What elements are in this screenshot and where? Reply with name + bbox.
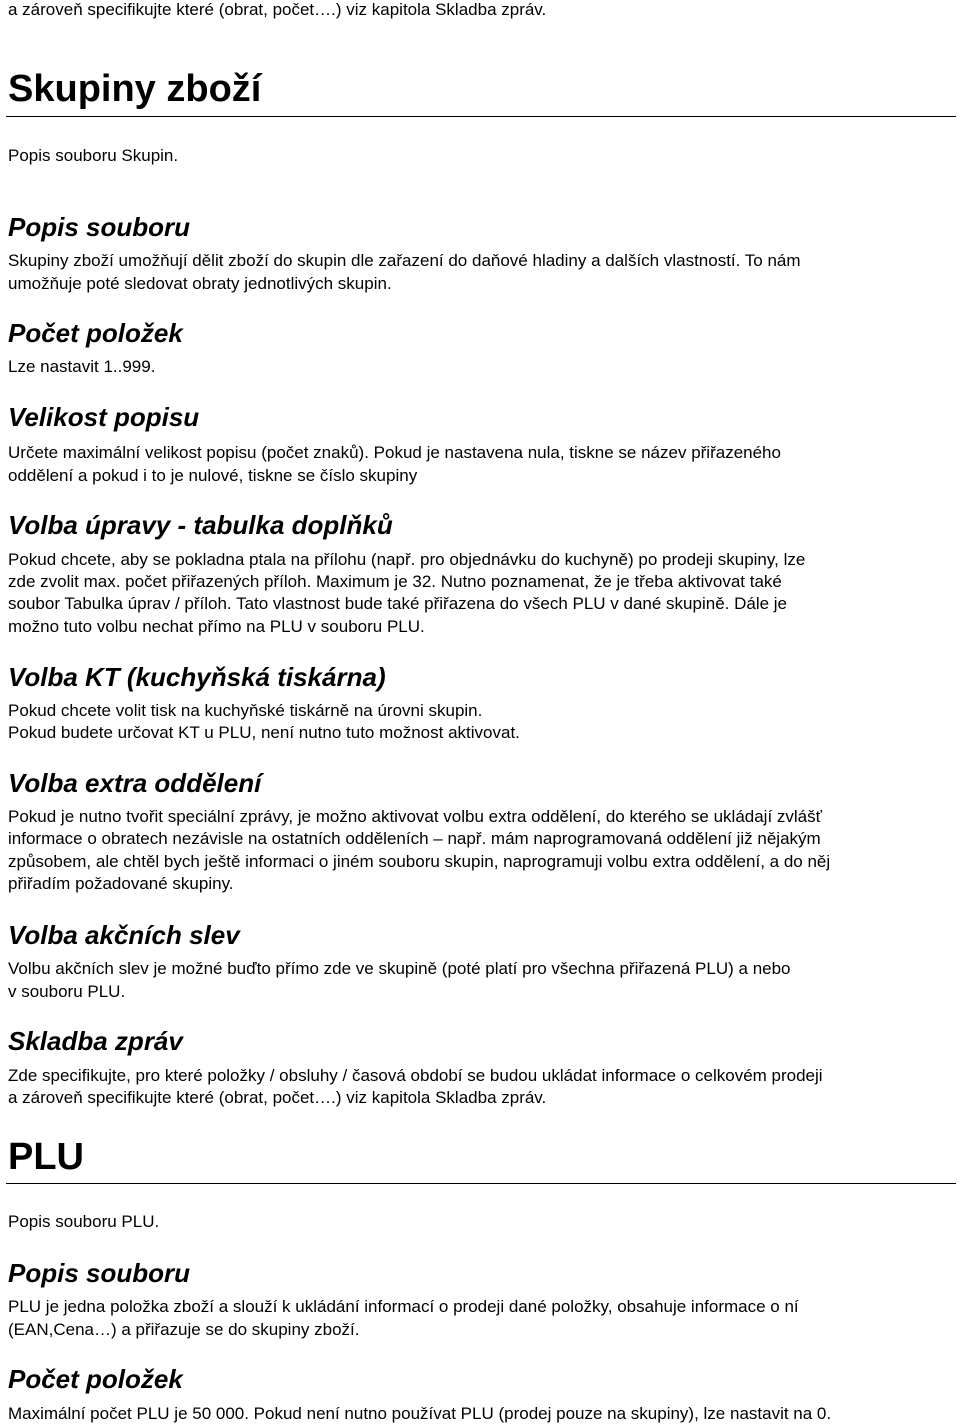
heading-volba-akcnich-slev: Volba akčních slev <box>8 920 240 950</box>
section-title-skupiny-zbozi: Skupiny zboží <box>8 68 262 110</box>
heading-volba-kt: Volba KT (kuchyňská tiskárna) <box>8 662 386 692</box>
heading-skladba-zprav: Skladba zpráv <box>8 1026 183 1056</box>
paragraph-line: způsobem, ale chtěl bych ještě informaci o jiném souboru skupin, naprogramuji volbu extra oddělení, a do něj <box>8 852 831 871</box>
paragraph-line: (EAN,Cena…) a přiřazuje se do skupiny zboží. <box>8 1320 360 1339</box>
intro-text: a zároveň specifikujte které (obrat, počet….) viz kapitola Skladba zpráv. <box>8 0 547 19</box>
paragraph-line: a zároveň specifikujte které (obrat, počet….) viz kapitola Skladba zpráv. <box>8 1088 547 1107</box>
heading-popis-souboru: Popis souboru <box>8 212 190 242</box>
heading-popis-souboru: Popis souboru <box>8 1258 190 1288</box>
paragraph-line: Zde specifikujte, pro které položky / obsluhy / časová období se budou ukládat informace o celkovém prodeji <box>8 1066 823 1085</box>
section-subtitle: Popis souboru Skupin. <box>8 146 179 165</box>
heading-volba-upravy: Volba úpravy - tabulka doplňků <box>8 510 393 540</box>
paragraph-line: přiřadím požadované skupiny. <box>8 874 234 893</box>
paragraph-line: zde zvolit max. počet přiřazených příloh. Maximum je 32. Nutno poznamenat, že je třeba aktivovat také <box>8 572 782 591</box>
paragraph-line: informace o obratech nezávisle na ostatních odděleních – např. mám naprogramovaná oddělení již nějakým <box>8 829 821 848</box>
section-subtitle: Popis souboru PLU. <box>8 1212 160 1231</box>
heading-pocet-polozek: Počet položek <box>8 1364 183 1394</box>
paragraph-line: Skupiny zboží umožňují dělit zboží do skupin dle zařazení do daňové hladiny a dalších vlastností. To nám <box>8 251 801 270</box>
title-underline <box>6 116 956 117</box>
paragraph-line: v souboru PLU. <box>8 982 126 1001</box>
paragraph-line: umožňuje poté sledovat obraty jednotlivých skupin. <box>8 274 392 293</box>
paragraph-line: Maximální počet PLU je 50 000. Pokud není nutno používat PLU (prodej pouze na skupiny), lze nastavit na 0. <box>8 1404 832 1423</box>
paragraph-line: Pokud chcete volit tisk na kuchyňské tiskárně na úrovni skupin. <box>8 701 483 720</box>
paragraph-line: Pokud chcete, aby se pokladna ptala na přílohu (např. pro objednávku do kuchyně) po prodeji skupiny, lze <box>8 550 806 569</box>
paragraph-line: Určete maximální velikost popisu (počet znaků). Pokud je nastavena nula, tiskne se název přiřazeného <box>8 443 781 462</box>
paragraph-line: oddělení a pokud i to je nulové, tiskne se číslo skupiny <box>8 466 418 485</box>
heading-velikost-popisu: Velikost popisu <box>8 402 200 432</box>
heading-volba-extra-oddeleni: Volba extra oddělení <box>8 768 262 798</box>
heading-pocet-polozek: Počet položek <box>8 318 183 348</box>
paragraph-line: Pokud budete určovat KT u PLU, není nutno tuto možnost aktivovat. <box>8 723 520 742</box>
paragraph-line: možno tuto volbu nechat přímo na PLU v souboru PLU. <box>8 617 425 636</box>
paragraph-line: Lze nastavit 1..999. <box>8 357 156 376</box>
section-title-plu: PLU <box>8 1136 84 1178</box>
paragraph-line: PLU je jedna položka zboží a slouží k ukládání informací o prodeji dané položky, obsahuje informace o ní <box>8 1297 799 1316</box>
paragraph-line: soubor Tabulka úprav / příloh. Tato vlastnost bude také přiřazena do všech PLU v dané skupině. Dále je <box>8 594 788 613</box>
paragraph-line: Pokud je nutno tvořit speciální zprávy, je možno aktivovat volbu extra oddělení, do kterého se ukládají zvlášť <box>8 807 823 826</box>
paragraph-line: Volbu akčních slev je možné buďto přímo zde ve skupině (poté platí pro všechna přiřazená PLU) a nebo <box>8 959 791 978</box>
title-underline <box>6 1183 956 1184</box>
